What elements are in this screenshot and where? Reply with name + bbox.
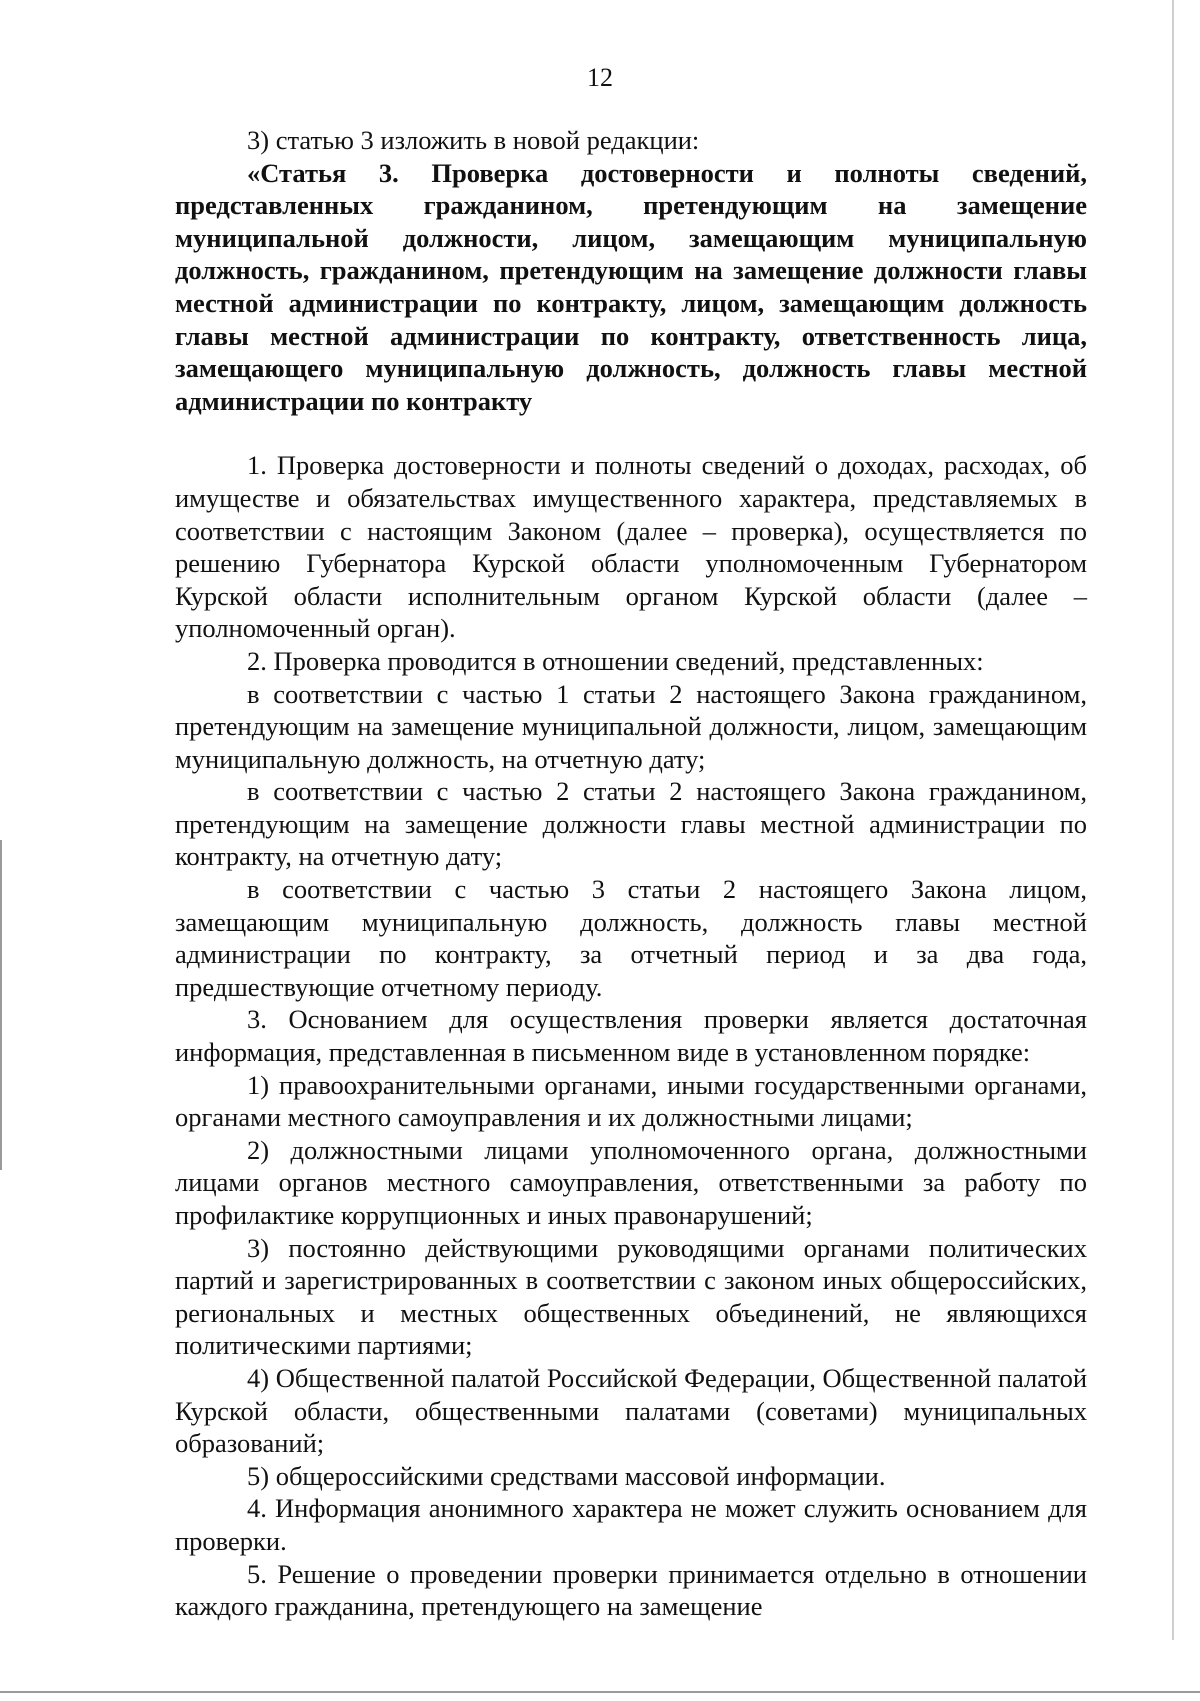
article-title: «Статья 3. Проверка достоверности и полноты сведений, представленных гражданином, претендующим на замещение муниципальной должности, лицом, замещающим муниципальную должность, гражданином, претендующим на замещение должности главы местной администрации по контракту, лицом, замещающим должность главы местной администрации по контракту, ответственность лица, замещающего муниципальную должность, должность главы местной администрации по контракту	[175, 157, 1087, 416]
paragraph-4: 4. Информация анонимного характера не может служить основанием для проверки.	[175, 1493, 1087, 1556]
paragraph-2-item-2: в соответствии с частью 2 статьи 2 настоящего Закона гражданином, претендующим на замещение должности главы местной администрации по контракту, на отчетную дату;	[175, 776, 1087, 872]
paragraph-3-item-4: 4) Общественной палатой Российской Федерации, Общественной палатой Курской области, общественными палатами (советами) муниципальных образований;	[175, 1362, 1087, 1459]
paragraph-2-item-3: в соответствии с частью 3 статьи 2 настоящего Закона лицом, замещающим муниципальную должность, должность главы местной администрации по контракту, за отчетный период и за два года, предшествующие отчетному периоду.	[175, 874, 1087, 1002]
paragraph-3-item-3: 3) постоянно действующими руководящими органами политических партий и зарегистрированных в соответствии с законом иных общероссийских, региональных и местных общественных объединений, не являющихся политическими партиями;	[175, 1232, 1087, 1361]
paragraph-2: 2. Проверка проводится в отношении сведений, представленных:	[247, 645, 984, 676]
paragraph-5: 5. Решение о проведении проверки принимается отдельно в отношении каждого гражданина, претендующего на замещение	[175, 1558, 1087, 1622]
scan-edge-bottom	[0, 1691, 1200, 1693]
document-body	[175, 124, 1087, 1623]
paragraph-3-item-2: 2) должностными лицами уполномоченного органа, должностными лицами органов местного самоуправления, ответственными за работу по профилактике коррупционных и иных правонарушений;	[175, 1134, 1087, 1230]
paragraph-3-item-1: 1) правоохранительными органами, иными государственными органами, органами местного самоуправления и их должностными лицами;	[175, 1069, 1087, 1133]
paragraph-1: 1. Проверка достоверности и полноты сведений о доходах, расходах, об имуществе и обязательствах имущественного характера, представляемых в соответствии с настоящим Законом (далее – проверка), осуществляется по решению Губернатора Курской области уполномоченным Губернатором Курской области исполнительным органом Курской области (далее – уполномоченный орган).	[175, 450, 1087, 644]
scan-edge-left	[0, 840, 2, 1170]
paragraph-2-item-1: в соответствии с частью 1 статьи 2 настоящего Закона гражданином, претендующим на замещение муниципальной должности, лицом, замещающим муниципальную должность, на отчетную дату;	[175, 678, 1087, 774]
paragraph-3: 3. Основанием для осуществления проверки является достаточная информация, представленная в письменном виде в установленном порядке:	[175, 1004, 1087, 1068]
paragraph-3-item-5: 5) общероссийскими средствами массовой информации.	[247, 1460, 886, 1491]
page-number: 12	[587, 63, 613, 92]
intro-paragraph: 3) статью 3 изложить в новой редакции:	[247, 125, 700, 155]
scan-edge-right	[1172, 0, 1174, 1640]
